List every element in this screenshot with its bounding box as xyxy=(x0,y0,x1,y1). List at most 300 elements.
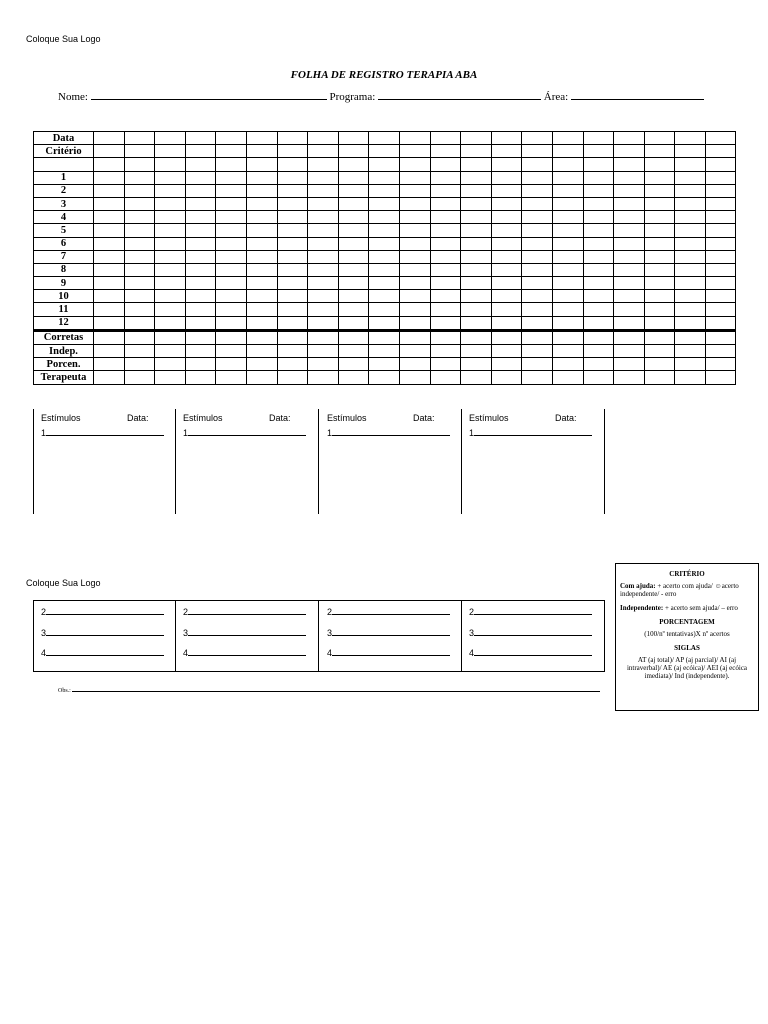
grid-cell[interactable] xyxy=(675,371,706,384)
grid-cell[interactable] xyxy=(705,358,736,371)
grid-cell[interactable] xyxy=(185,184,216,197)
grid-cell[interactable] xyxy=(522,250,553,263)
grid-cell[interactable] xyxy=(430,132,461,145)
grid-cell[interactable] xyxy=(522,358,553,371)
grid-cell[interactable] xyxy=(185,316,216,330)
grid-cell[interactable] xyxy=(430,171,461,184)
grid-cell[interactable] xyxy=(552,263,583,276)
grid-cell[interactable] xyxy=(246,371,277,384)
grid-cell[interactable] xyxy=(430,371,461,384)
grid-cell[interactable] xyxy=(155,211,186,224)
grid-cell[interactable] xyxy=(399,237,430,250)
grid-cell[interactable] xyxy=(522,197,553,210)
grid-cell[interactable] xyxy=(614,345,645,358)
stimulus-line-4[interactable]: 4 xyxy=(327,647,450,658)
grid-cell[interactable] xyxy=(94,330,125,344)
grid-cell[interactable] xyxy=(124,145,155,158)
grid-cell[interactable] xyxy=(614,224,645,237)
grid-cell[interactable] xyxy=(124,250,155,263)
grid-cell[interactable] xyxy=(94,303,125,316)
grid-cell[interactable] xyxy=(491,263,522,276)
grid-cell[interactable] xyxy=(552,197,583,210)
grid-cell[interactable] xyxy=(216,250,247,263)
grid-cell[interactable] xyxy=(246,158,277,171)
grid-cell[interactable] xyxy=(369,358,400,371)
grid-cell[interactable] xyxy=(155,358,186,371)
grid-cell[interactable] xyxy=(155,171,186,184)
grid-cell[interactable] xyxy=(369,371,400,384)
grid-cell[interactable] xyxy=(124,211,155,224)
grid-cell[interactable] xyxy=(338,277,369,290)
grid-cell[interactable] xyxy=(614,330,645,344)
grid-cell[interactable] xyxy=(185,250,216,263)
grid-cell[interactable] xyxy=(216,277,247,290)
grid-cell[interactable] xyxy=(614,303,645,316)
grid-cell[interactable] xyxy=(246,345,277,358)
grid-cell[interactable] xyxy=(614,211,645,224)
grid-cell[interactable] xyxy=(461,171,492,184)
grid-cell[interactable] xyxy=(705,263,736,276)
grid-cell[interactable] xyxy=(552,290,583,303)
stimulus-line-4[interactable]: 4 xyxy=(41,647,164,658)
grid-cell[interactable] xyxy=(644,358,675,371)
grid-cell[interactable] xyxy=(399,303,430,316)
grid-cell[interactable] xyxy=(185,371,216,384)
grid-cell[interactable] xyxy=(675,171,706,184)
grid-cell[interactable] xyxy=(614,197,645,210)
grid-cell[interactable] xyxy=(155,263,186,276)
grid-cell[interactable] xyxy=(522,145,553,158)
grid-cell[interactable] xyxy=(369,277,400,290)
grid-cell[interactable] xyxy=(552,132,583,145)
grid-cell[interactable] xyxy=(644,303,675,316)
grid-cell[interactable] xyxy=(185,303,216,316)
grid-cell[interactable] xyxy=(216,158,247,171)
grid-cell[interactable] xyxy=(675,158,706,171)
grid-cell[interactable] xyxy=(216,371,247,384)
grid-cell[interactable] xyxy=(94,277,125,290)
grid-cell[interactable] xyxy=(675,237,706,250)
grid-cell[interactable] xyxy=(491,224,522,237)
grid-cell[interactable] xyxy=(430,145,461,158)
grid-cell[interactable] xyxy=(308,250,339,263)
grid-cell[interactable] xyxy=(705,132,736,145)
grid-cell[interactable] xyxy=(705,184,736,197)
grid-cell[interactable] xyxy=(94,184,125,197)
grid-cell[interactable] xyxy=(369,158,400,171)
grid-cell[interactable] xyxy=(308,224,339,237)
grid-cell[interactable] xyxy=(644,290,675,303)
grid-cell[interactable] xyxy=(155,330,186,344)
grid-cell[interactable] xyxy=(277,303,308,316)
grid-cell[interactable] xyxy=(491,345,522,358)
grid-cell[interactable] xyxy=(308,345,339,358)
stimulus-line-2[interactable]: 2 xyxy=(183,606,306,617)
grid-cell[interactable] xyxy=(369,211,400,224)
grid-cell[interactable] xyxy=(369,197,400,210)
grid-cell[interactable] xyxy=(94,132,125,145)
grid-cell[interactable] xyxy=(583,171,614,184)
grid-cell[interactable] xyxy=(277,211,308,224)
grid-cell[interactable] xyxy=(155,197,186,210)
grid-cell[interactable] xyxy=(308,263,339,276)
grid-cell[interactable] xyxy=(430,263,461,276)
grid-cell[interactable] xyxy=(216,184,247,197)
grid-cell[interactable] xyxy=(583,277,614,290)
stimulus-line-1[interactable]: 1 xyxy=(41,427,164,438)
grid-cell[interactable] xyxy=(308,316,339,330)
grid-cell[interactable] xyxy=(491,330,522,344)
grid-cell[interactable] xyxy=(675,184,706,197)
grid-cell[interactable] xyxy=(308,211,339,224)
grid-cell[interactable] xyxy=(399,358,430,371)
grid-cell[interactable] xyxy=(277,237,308,250)
grid-cell[interactable] xyxy=(216,316,247,330)
grid-cell[interactable] xyxy=(583,197,614,210)
grid-cell[interactable] xyxy=(338,211,369,224)
grid-cell[interactable] xyxy=(675,316,706,330)
grid-cell[interactable] xyxy=(583,303,614,316)
grid-cell[interactable] xyxy=(461,330,492,344)
grid-cell[interactable] xyxy=(155,345,186,358)
grid-cell[interactable] xyxy=(644,132,675,145)
grid-cell[interactable] xyxy=(675,290,706,303)
stimulus-line-3[interactable]: 3 xyxy=(41,627,164,638)
grid-cell[interactable] xyxy=(614,263,645,276)
grid-cell[interactable] xyxy=(583,358,614,371)
grid-cell[interactable] xyxy=(185,171,216,184)
grid-cell[interactable] xyxy=(552,211,583,224)
grid-cell[interactable] xyxy=(155,158,186,171)
grid-cell[interactable] xyxy=(185,345,216,358)
grid-cell[interactable] xyxy=(94,250,125,263)
grid-cell[interactable] xyxy=(614,316,645,330)
grid-cell[interactable] xyxy=(461,316,492,330)
grid-cell[interactable] xyxy=(583,316,614,330)
grid-cell[interactable] xyxy=(124,237,155,250)
grid-cell[interactable] xyxy=(399,277,430,290)
grid-cell[interactable] xyxy=(277,371,308,384)
grid-cell[interactable] xyxy=(185,145,216,158)
grid-cell[interactable] xyxy=(94,316,125,330)
grid-cell[interactable] xyxy=(308,132,339,145)
grid-cell[interactable] xyxy=(461,250,492,263)
grid-cell[interactable] xyxy=(277,358,308,371)
grid-cell[interactable] xyxy=(124,316,155,330)
grid-cell[interactable] xyxy=(675,330,706,344)
grid-cell[interactable] xyxy=(675,132,706,145)
grid-cell[interactable] xyxy=(124,330,155,344)
grid-cell[interactable] xyxy=(124,358,155,371)
grid-cell[interactable] xyxy=(644,263,675,276)
grid-cell[interactable] xyxy=(369,171,400,184)
grid-cell[interactable] xyxy=(705,316,736,330)
grid-cell[interactable] xyxy=(491,145,522,158)
grid-cell[interactable] xyxy=(155,290,186,303)
grid-cell[interactable] xyxy=(185,330,216,344)
grid-cell[interactable] xyxy=(155,132,186,145)
stimulus-line-1[interactable]: 1 xyxy=(327,427,450,438)
grid-cell[interactable] xyxy=(277,290,308,303)
grid-cell[interactable] xyxy=(246,145,277,158)
grid-cell[interactable] xyxy=(705,250,736,263)
grid-cell[interactable] xyxy=(430,358,461,371)
grid-cell[interactable] xyxy=(277,345,308,358)
grid-cell[interactable] xyxy=(338,145,369,158)
grid-cell[interactable] xyxy=(338,197,369,210)
stimulus-line-4[interactable]: 4 xyxy=(183,647,306,658)
grid-cell[interactable] xyxy=(246,224,277,237)
grid-cell[interactable] xyxy=(338,371,369,384)
grid-cell[interactable] xyxy=(430,211,461,224)
grid-cell[interactable] xyxy=(552,237,583,250)
grid-cell[interactable] xyxy=(522,303,553,316)
grid-cell[interactable] xyxy=(644,145,675,158)
grid-cell[interactable] xyxy=(94,371,125,384)
grid-cell[interactable] xyxy=(461,197,492,210)
grid-cell[interactable] xyxy=(369,224,400,237)
area-field[interactable] xyxy=(571,90,704,100)
grid-cell[interactable] xyxy=(185,211,216,224)
grid-cell[interactable] xyxy=(705,197,736,210)
grid-cell[interactable] xyxy=(308,197,339,210)
grid-cell[interactable] xyxy=(522,237,553,250)
grid-cell[interactable] xyxy=(705,330,736,344)
grid-cell[interactable] xyxy=(124,158,155,171)
grid-cell[interactable] xyxy=(185,197,216,210)
grid-cell[interactable] xyxy=(399,184,430,197)
grid-cell[interactable] xyxy=(644,224,675,237)
grid-cell[interactable] xyxy=(491,290,522,303)
grid-cell[interactable] xyxy=(216,145,247,158)
grid-cell[interactable] xyxy=(461,224,492,237)
grid-cell[interactable] xyxy=(583,145,614,158)
grid-cell[interactable] xyxy=(461,277,492,290)
grid-cell[interactable] xyxy=(338,316,369,330)
grid-cell[interactable] xyxy=(399,290,430,303)
grid-cell[interactable] xyxy=(369,263,400,276)
grid-cell[interactable] xyxy=(338,224,369,237)
grid-cell[interactable] xyxy=(491,132,522,145)
grid-cell[interactable] xyxy=(277,184,308,197)
grid-cell[interactable] xyxy=(155,277,186,290)
grid-cell[interactable] xyxy=(705,345,736,358)
grid-cell[interactable] xyxy=(94,237,125,250)
grid-cell[interactable] xyxy=(185,358,216,371)
grid-cell[interactable] xyxy=(94,345,125,358)
grid-cell[interactable] xyxy=(124,345,155,358)
grid-cell[interactable] xyxy=(522,132,553,145)
grid-cell[interactable] xyxy=(491,316,522,330)
grid-cell[interactable] xyxy=(94,290,125,303)
grid-cell[interactable] xyxy=(308,371,339,384)
grid-cell[interactable] xyxy=(308,145,339,158)
grid-cell[interactable] xyxy=(430,224,461,237)
grid-cell[interactable] xyxy=(614,237,645,250)
grid-cell[interactable] xyxy=(552,345,583,358)
grid-cell[interactable] xyxy=(277,316,308,330)
grid-cell[interactable] xyxy=(644,316,675,330)
grid-cell[interactable] xyxy=(430,158,461,171)
grid-cell[interactable] xyxy=(369,290,400,303)
grid-cell[interactable] xyxy=(583,371,614,384)
grid-cell[interactable] xyxy=(644,371,675,384)
grid-cell[interactable] xyxy=(430,316,461,330)
grid-cell[interactable] xyxy=(430,290,461,303)
grid-cell[interactable] xyxy=(675,211,706,224)
grid-cell[interactable] xyxy=(675,277,706,290)
grid-cell[interactable] xyxy=(522,211,553,224)
grid-cell[interactable] xyxy=(522,158,553,171)
grid-cell[interactable] xyxy=(614,132,645,145)
grid-cell[interactable] xyxy=(491,303,522,316)
grid-cell[interactable] xyxy=(644,237,675,250)
grid-cell[interactable] xyxy=(216,132,247,145)
grid-cell[interactable] xyxy=(246,358,277,371)
grid-cell[interactable] xyxy=(522,184,553,197)
obs-field[interactable] xyxy=(72,686,600,692)
grid-cell[interactable] xyxy=(644,158,675,171)
grid-cell[interactable] xyxy=(705,171,736,184)
grid-cell[interactable] xyxy=(124,277,155,290)
grid-cell[interactable] xyxy=(155,303,186,316)
grid-cell[interactable] xyxy=(675,345,706,358)
grid-cell[interactable] xyxy=(277,250,308,263)
stimulus-line-2[interactable]: 2 xyxy=(327,606,450,617)
grid-cell[interactable] xyxy=(399,145,430,158)
grid-cell[interactable] xyxy=(705,145,736,158)
grid-cell[interactable] xyxy=(277,158,308,171)
grid-cell[interactable] xyxy=(614,145,645,158)
grid-cell[interactable] xyxy=(124,171,155,184)
grid-cell[interactable] xyxy=(338,158,369,171)
grid-cell[interactable] xyxy=(583,224,614,237)
grid-cell[interactable] xyxy=(369,250,400,263)
grid-cell[interactable] xyxy=(369,132,400,145)
grid-cell[interactable] xyxy=(246,263,277,276)
grid-cell[interactable] xyxy=(124,132,155,145)
grid-cell[interactable] xyxy=(491,197,522,210)
grid-cell[interactable] xyxy=(614,290,645,303)
grid-cell[interactable] xyxy=(491,211,522,224)
grid-cell[interactable] xyxy=(399,132,430,145)
grid-cell[interactable] xyxy=(461,184,492,197)
stimulus-line-2[interactable]: 2 xyxy=(469,606,592,617)
grid-cell[interactable] xyxy=(246,250,277,263)
grid-cell[interactable] xyxy=(94,171,125,184)
grid-cell[interactable] xyxy=(461,371,492,384)
grid-cell[interactable] xyxy=(338,184,369,197)
grid-cell[interactable] xyxy=(675,250,706,263)
grid-cell[interactable] xyxy=(430,345,461,358)
grid-cell[interactable] xyxy=(185,277,216,290)
grid-cell[interactable] xyxy=(246,316,277,330)
grid-cell[interactable] xyxy=(491,371,522,384)
grid-cell[interactable] xyxy=(185,158,216,171)
grid-cell[interactable] xyxy=(614,184,645,197)
grid-cell[interactable] xyxy=(308,290,339,303)
grid-cell[interactable] xyxy=(461,158,492,171)
grid-cell[interactable] xyxy=(246,290,277,303)
grid-cell[interactable] xyxy=(94,158,125,171)
grid-cell[interactable] xyxy=(338,290,369,303)
grid-cell[interactable] xyxy=(583,237,614,250)
grid-cell[interactable] xyxy=(277,197,308,210)
grid-cell[interactable] xyxy=(491,250,522,263)
grid-cell[interactable] xyxy=(430,303,461,316)
grid-cell[interactable] xyxy=(216,330,247,344)
grid-cell[interactable] xyxy=(552,184,583,197)
grid-cell[interactable] xyxy=(705,211,736,224)
grid-cell[interactable] xyxy=(369,316,400,330)
stimulus-line-3[interactable]: 3 xyxy=(469,627,592,638)
grid-cell[interactable] xyxy=(583,330,614,344)
grid-cell[interactable] xyxy=(491,184,522,197)
grid-cell[interactable] xyxy=(94,197,125,210)
grid-cell[interactable] xyxy=(369,330,400,344)
grid-cell[interactable] xyxy=(216,171,247,184)
grid-cell[interactable] xyxy=(369,145,400,158)
grid-cell[interactable] xyxy=(522,316,553,330)
grid-cell[interactable] xyxy=(583,345,614,358)
grid-cell[interactable] xyxy=(308,303,339,316)
grid-cell[interactable] xyxy=(94,211,125,224)
grid-cell[interactable] xyxy=(522,263,553,276)
grid-cell[interactable] xyxy=(644,211,675,224)
grid-cell[interactable] xyxy=(705,277,736,290)
stimulus-line-2[interactable]: 2 xyxy=(41,606,164,617)
grid-cell[interactable] xyxy=(491,158,522,171)
grid-cell[interactable] xyxy=(614,358,645,371)
grid-cell[interactable] xyxy=(216,237,247,250)
grid-cell[interactable] xyxy=(644,197,675,210)
stimulus-line-4[interactable]: 4 xyxy=(469,647,592,658)
grid-cell[interactable] xyxy=(552,358,583,371)
grid-cell[interactable] xyxy=(675,358,706,371)
grid-cell[interactable] xyxy=(185,263,216,276)
grid-cell[interactable] xyxy=(246,277,277,290)
grid-cell[interactable] xyxy=(246,197,277,210)
grid-cell[interactable] xyxy=(124,303,155,316)
grid-cell[interactable] xyxy=(399,171,430,184)
grid-cell[interactable] xyxy=(246,237,277,250)
grid-cell[interactable] xyxy=(155,145,186,158)
grid-cell[interactable] xyxy=(246,184,277,197)
grid-cell[interactable] xyxy=(583,263,614,276)
grid-cell[interactable] xyxy=(522,371,553,384)
grid-cell[interactable] xyxy=(124,263,155,276)
grid-cell[interactable] xyxy=(338,132,369,145)
grid-cell[interactable] xyxy=(461,290,492,303)
grid-cell[interactable] xyxy=(155,371,186,384)
grid-cell[interactable] xyxy=(277,132,308,145)
programa-field[interactable] xyxy=(378,90,541,100)
stimulus-line-1[interactable]: 1 xyxy=(183,427,306,438)
grid-cell[interactable] xyxy=(522,290,553,303)
grid-cell[interactable] xyxy=(430,330,461,344)
grid-cell[interactable] xyxy=(216,197,247,210)
grid-cell[interactable] xyxy=(369,237,400,250)
grid-cell[interactable] xyxy=(155,184,186,197)
grid-cell[interactable] xyxy=(216,345,247,358)
grid-cell[interactable] xyxy=(338,237,369,250)
grid-cell[interactable] xyxy=(185,224,216,237)
grid-cell[interactable] xyxy=(246,171,277,184)
grid-cell[interactable] xyxy=(399,263,430,276)
grid-cell[interactable] xyxy=(308,158,339,171)
grid-cell[interactable] xyxy=(246,211,277,224)
grid-cell[interactable] xyxy=(338,250,369,263)
